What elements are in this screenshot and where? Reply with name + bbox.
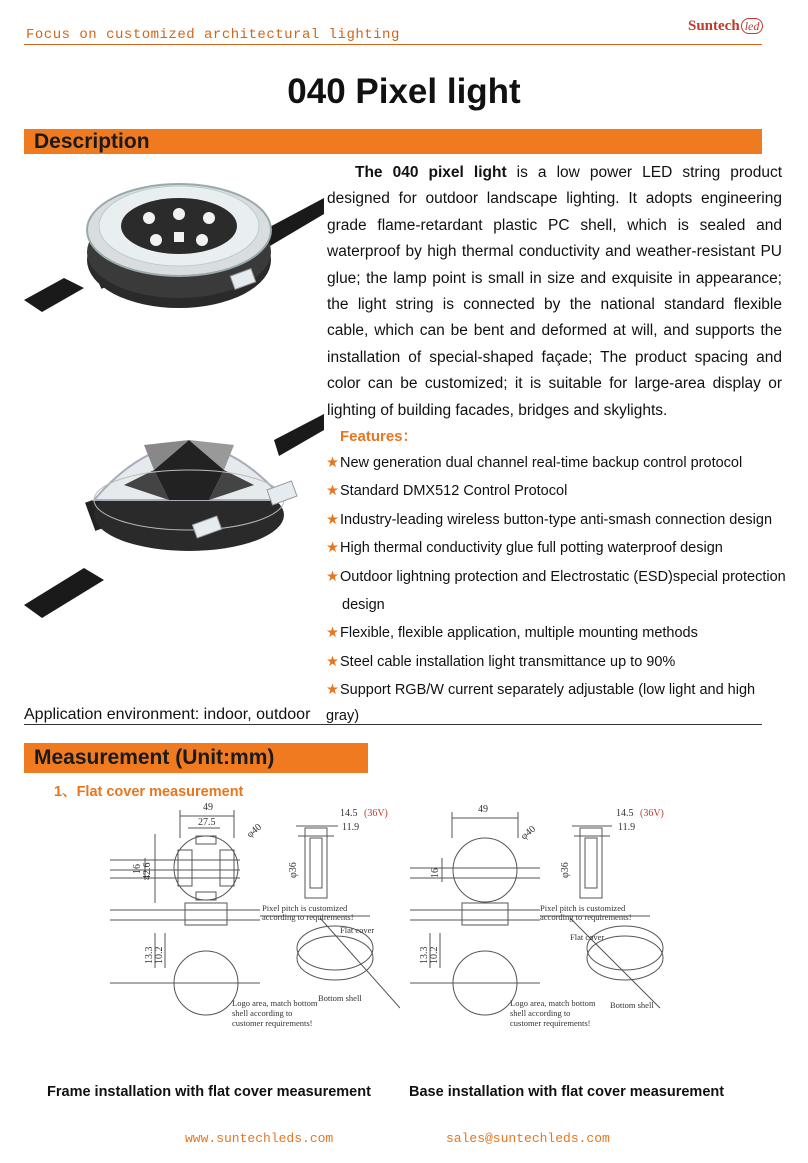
svg-text:49: 49 [203, 802, 213, 813]
feature-item: ★Steel cable installation light transmittance up to 90% [326, 653, 676, 670]
measurement-section-header: Measurement (Unit:mm) [24, 743, 368, 773]
logo-brand-text: Suntech [688, 18, 740, 34]
footer-email-link[interactable]: sales@suntechleds.com [446, 1131, 610, 1146]
description-paragraph [327, 160, 782, 424]
svg-text:16: 16 [132, 864, 143, 874]
caption-base-installation: Base installation with flat cover measurement [409, 1084, 725, 1100]
star-icon: ★ [326, 625, 339, 642]
star-icon: ★ [326, 483, 339, 500]
product-image-flat-cover [24, 160, 324, 330]
star-icon: ★ [326, 511, 339, 528]
application-environment: Application environment: indoor, outdoor [24, 706, 311, 723]
svg-text:16: 16 [430, 868, 441, 878]
svg-text:14.5: 14.5 [616, 808, 634, 819]
caption-frame-installation: Frame installation with flat cover measurement [47, 1084, 371, 1100]
drawing-base-installation [400, 798, 690, 1038]
header-tagline: Focus on customized architectural lighting [26, 27, 400, 43]
svg-text:Logo area, match bottom: Logo area, match bottom [510, 998, 596, 1008]
svg-text:Flat cover: Flat cover [570, 932, 605, 942]
feature-list [326, 450, 786, 732]
svg-text:42.6: 42.6 [142, 862, 153, 880]
product-image-dome-cover [24, 400, 324, 620]
feature-item: ★Support RGB/W current separately adjustable (low light and high gray) [326, 682, 756, 725]
svg-text:Bottom shell: Bottom shell [318, 993, 362, 1003]
svg-text:Logo area, match bottom: Logo area, match bottom [232, 998, 318, 1008]
star-icon: ★ [326, 540, 339, 557]
svg-text:according to requirements!: according to requirements! [262, 912, 354, 922]
footer-website-link[interactable]: www.suntechleds.com [185, 1131, 334, 1146]
svg-text:(36V): (36V) [364, 808, 388, 819]
svg-text:11.9: 11.9 [618, 822, 636, 833]
svg-text:10.2: 10.2 [429, 946, 440, 964]
svg-text:according to requirements!: according to requirements! [540, 912, 632, 922]
svg-text:(36V): (36V) [640, 808, 664, 819]
feature-item: ★Outdoor lightning protection and Electrostatic (ESD)special protection [326, 568, 786, 585]
svg-text:13.3: 13.3 [144, 946, 155, 964]
header-divider [24, 44, 762, 45]
svg-text:shell according to: shell according to [232, 1008, 293, 1018]
svg-text:49: 49 [478, 804, 488, 815]
page-title: 040 Pixel light [287, 72, 521, 111]
drawing-frame-installation [110, 798, 400, 1038]
svg-text:φ40: φ40 [244, 821, 265, 841]
description-body: is a low power LED string product designed for outdoor landscape lighting. It adopts engineering grade flame-retardant plastic PC shell, which is sealed and waterproof by high thermal conductivity and weather-resistant PU glue; the lamp point is small in size and exquisite in appearance; the light string is connected by the national standard flexible cable, which can be bent and deformed at will, and supports the installation of special-shaped façade; The product spacing and color can be customized; it is suitable for large-area display or lighting of building facades, bridges and skylights. [327, 164, 783, 419]
svg-text:27.5: 27.5 [198, 817, 216, 828]
svg-text:customer requirements!: customer requirements! [510, 1018, 591, 1028]
star-icon: ★ [326, 455, 339, 471]
svg-text:13.3: 13.3 [419, 946, 430, 964]
application-divider [24, 724, 762, 725]
svg-text:customer requirements!: customer requirements! [232, 1018, 313, 1028]
feature-item: ★Standard DMX512 Control Protocol [326, 483, 568, 500]
svg-text:10.2: 10.2 [154, 946, 165, 964]
brand-logo [688, 18, 763, 35]
feature-item: ★High thermal conductivity glue full potting waterproof design [326, 540, 723, 557]
logo-led-text: led [741, 18, 764, 34]
svg-text:Flat cover: Flat cover [340, 925, 375, 935]
svg-text:Bottom shell: Bottom shell [610, 1000, 654, 1010]
feature-item: ★Industry-leading wireless button-type anti-smash connection design [326, 511, 773, 528]
svg-text:11.9: 11.9 [342, 822, 360, 833]
svg-text:14.5: 14.5 [340, 808, 358, 819]
feature-item: ★New generation dual channel real-time backup control protocol [326, 455, 743, 471]
description-section-header: Description [24, 129, 762, 154]
svg-text:φ36: φ36 [288, 862, 299, 878]
svg-text:φ40: φ40 [518, 823, 539, 843]
feature-item: ★Flexible, flexible application, multiple mounting methods [326, 625, 698, 642]
star-icon: ★ [326, 682, 339, 699]
svg-text:φ36: φ36 [560, 862, 571, 878]
description-lead: The 040 pixel light [355, 164, 507, 181]
svg-text:shell according to: shell according to [510, 1008, 571, 1018]
feature-item-continuation: design [342, 596, 385, 613]
svg-text:Pixel pitch is customized: Pixel pitch is customized [540, 903, 626, 913]
measurement-subheading: 1、Flat cover measurement [54, 784, 244, 800]
star-icon: ★ [326, 568, 339, 585]
star-icon: ★ [326, 653, 339, 670]
svg-text:Pixel pitch is customized: Pixel pitch is customized [262, 903, 348, 913]
features-label: Features： [340, 428, 418, 445]
